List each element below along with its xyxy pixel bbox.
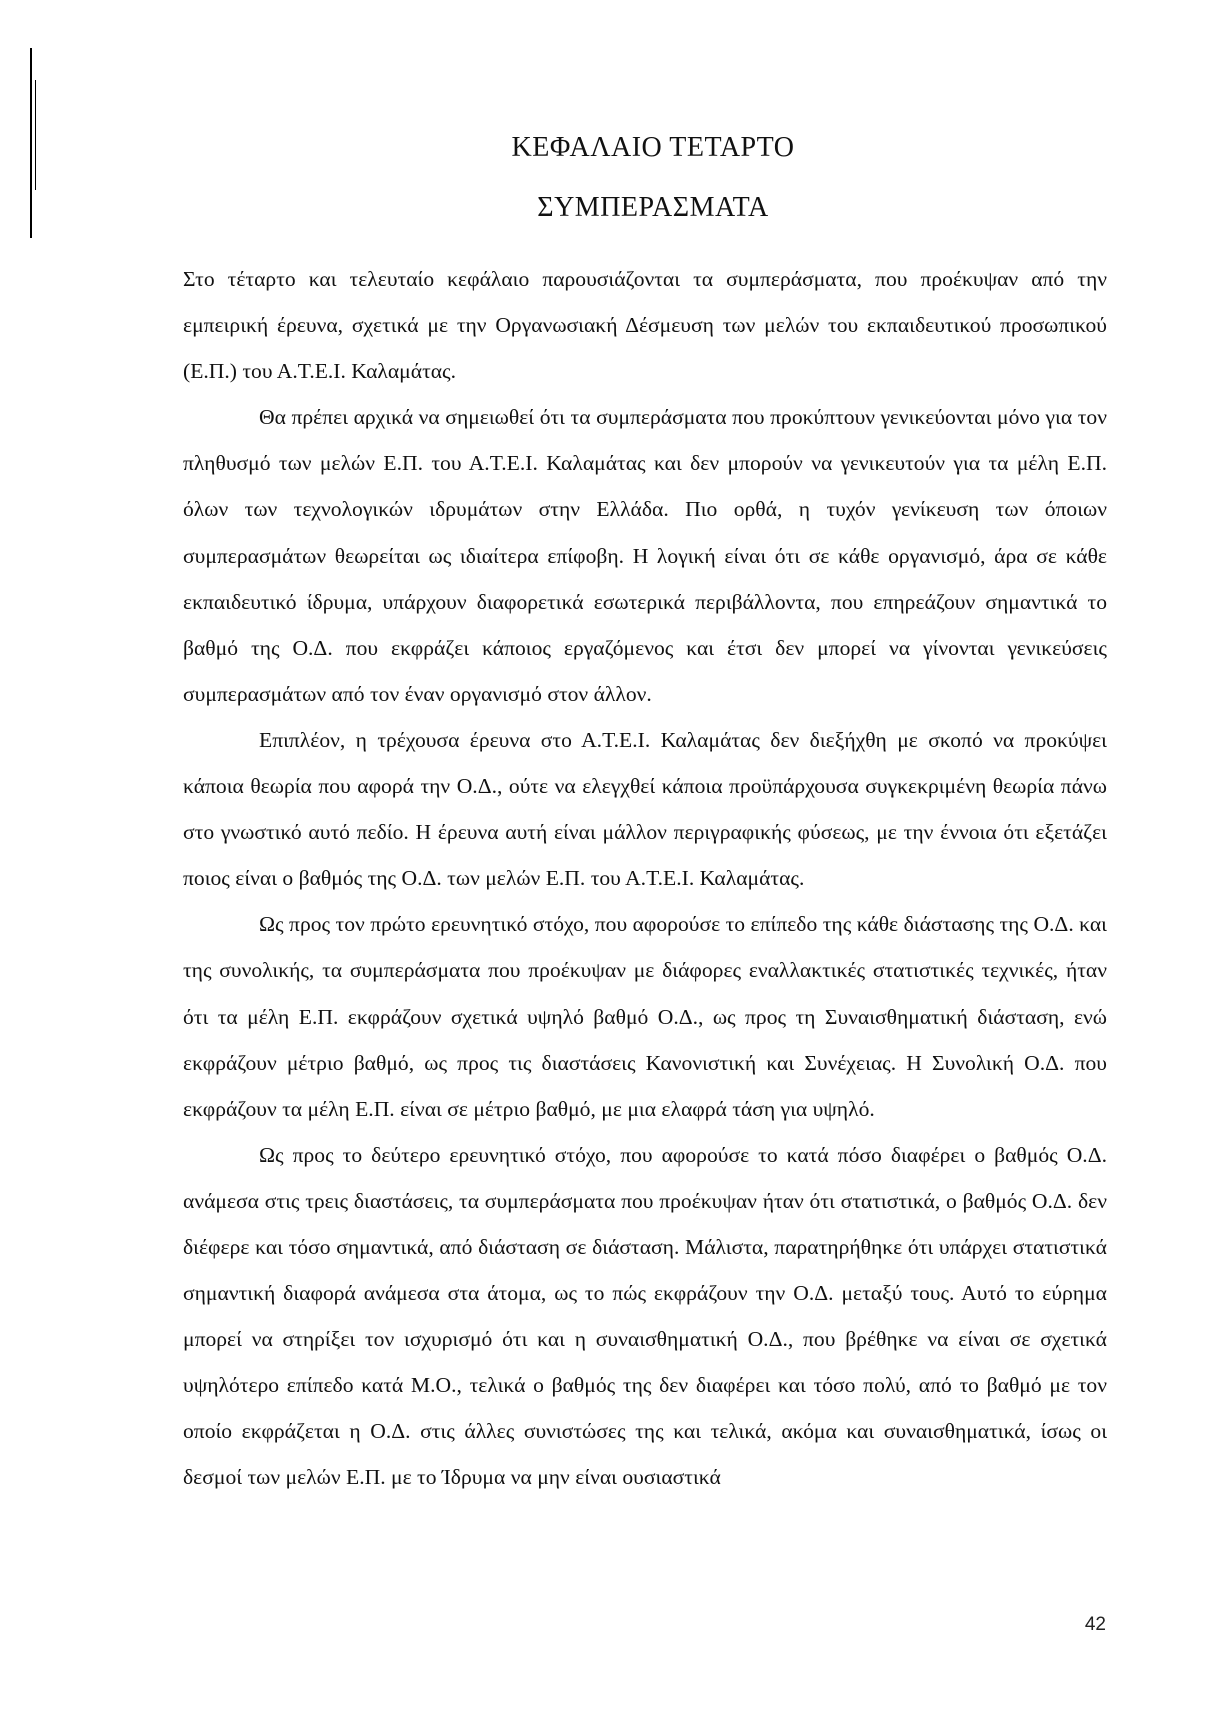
paragraph-second-objective: Ως προς το δεύτερο ερευνητικό στόχο, που αφορούσε το κατά πόσο διαφέρει ο βαθμός Ο.Δ. ανάμεσα στις τρεις διαστάσεις, τα συμπεράσματα που προέκυψαν ήταν ότι στατιστικά, ο βαθμός Ο.Δ. δεν διέφερε και τόσο σημαντικά, από διάσταση σε διάσταση. Μάλιστα, παρατηρήθηκε ότι υπάρχει στατιστικά σημαντική διαφορά ανάμεσα στα άτομα, ως το πώς εκφράζουν την Ο.Δ. μεταξύ τους. Αυτό το εύρημα μπορεί να στηρίξει τον ισχυρισμό ότι και η συναισθηματική Ο.Δ., που βρέθηκε να είναι σε σχετικά υψηλότερο επίπεδο κατά Μ.Ο., τελικά ο βαθμός της δεν διαφέρει και τόσο πολύ, από το βαθμό με τον οποίο εκφράζεται η Ο.Δ. στις άλλες συνιστώσες της και τελικά, ακόμα και συναισθηματικά, ίσως οι δεσμοί των μελών Ε.Π. με το Ίδρυμα να μην είναι ουσιαστικά: [183, 1142, 1107, 1490]
scan-edge-mark: [30, 48, 32, 238]
chapter-title: ΣΥΜΠΕΡΑΣΜΑΤΑ: [537, 192, 769, 223]
paragraph-research-nature: Επιπλέον, η τρέχουσα έρευνα στο Α.Τ.Ε.Ι. Καλαμάτας δεν διεξήχθη με σκοπό να προκύψει κάποια θεωρία που αφορά την Ο.Δ., ούτε να ελεγχθεί κάποια προϋπάρχουσα συγκεκριμένη θεωρία πάνω στο γνωστικό αυτό πεδίο. Η έρευνα αυτή είναι μάλλον περιγραφικής φύσεως, με την έννοια ότι εξετάζει ποιος είναι ο βαθμός της Ο.Δ. των μελών Ε.Π. του Α.Τ.Ε.Ι. Καλαμάτας.: [183, 727, 1107, 891]
page-number: 42: [1084, 1614, 1106, 1635]
paragraph-intro: Στο τέταρτο και τελευταίο κεφάλαιο παρουσιάζονται τα συμπεράσματα, που προέκυψαν από την εμπειρική έρευνα, σχετικά με την Οργανωσιακή Δέσμευση των μελών του εκπαιδευτικού προσωπικού (Ε.Π.) του Α.Τ.Ε.Ι. Καλαμάτας.: [183, 267, 1107, 384]
paragraph-first-objective: Ως προς τον πρώτο ερευνητικό στόχο, που αφορούσε το επίπεδο της κάθε διάστασης της Ο.Δ. και της συνολικής, τα συμπεράσματα που προέκυψαν με διάφορες εναλλακτικές στατιστικές τεχνικές, ήταν ότι τα μέλη Ε.Π. εκφράζουν σχετικά υψηλό βαθμό Ο.Δ., ως προς τη Συναισθηματική διάσταση, ενώ εκφράζουν μέτριο βαθμό, ως προς τις διαστάσεις Κανονιστική και Συνέχειας. Η Συνολική Ο.Δ. που εκφράζουν τα μέλη Ε.Π. είναι σε μέτριο βαθμό, με μια ελαφρά τάση για υψηλό.: [183, 912, 1107, 1121]
chapter-label: ΚΕΦΑΛΑΙΟ ΤΕΤΑΡΤΟ: [511, 132, 795, 163]
paragraph-generalization: Θα πρέπει αρχικά να σημειωθεί ότι τα συμπεράσματα που προκύπτουν γενικεύονται μόνο για τον πληθυσμό των μελών Ε.Π. του Α.Τ.Ε.Ι. Καλαμάτας και δεν μπορούν να γενικευτούν για τα μέλη Ε.Π. όλων των τεχνολογικών ιδρυμάτων στην Ελλάδα. Πιο ορθά, η τυχόν γενίκευση των όποιων συμπερασμάτων θεωρείται ως ιδιαίτερα επίφοβη. Η λογική είναι ότι σε κάθε οργανισμό, άρα σε κάθε εκπαιδευτικό ίδρυμα, υπάρχουν διαφορετικά εσωτερικά περιβάλλοντα, που επηρεάζουν σημαντικά το βαθμό της Ο.Δ. που εκφράζει κάποιος εργαζόμενος και έτσι δεν μπορεί να γίνονται γενικεύσεις συμπερασμάτων από τον έναν οργανισμό στον άλλον.: [183, 405, 1107, 706]
scan-edge-mark-thin: [35, 80, 36, 190]
body-text: [183, 256, 1107, 1501]
